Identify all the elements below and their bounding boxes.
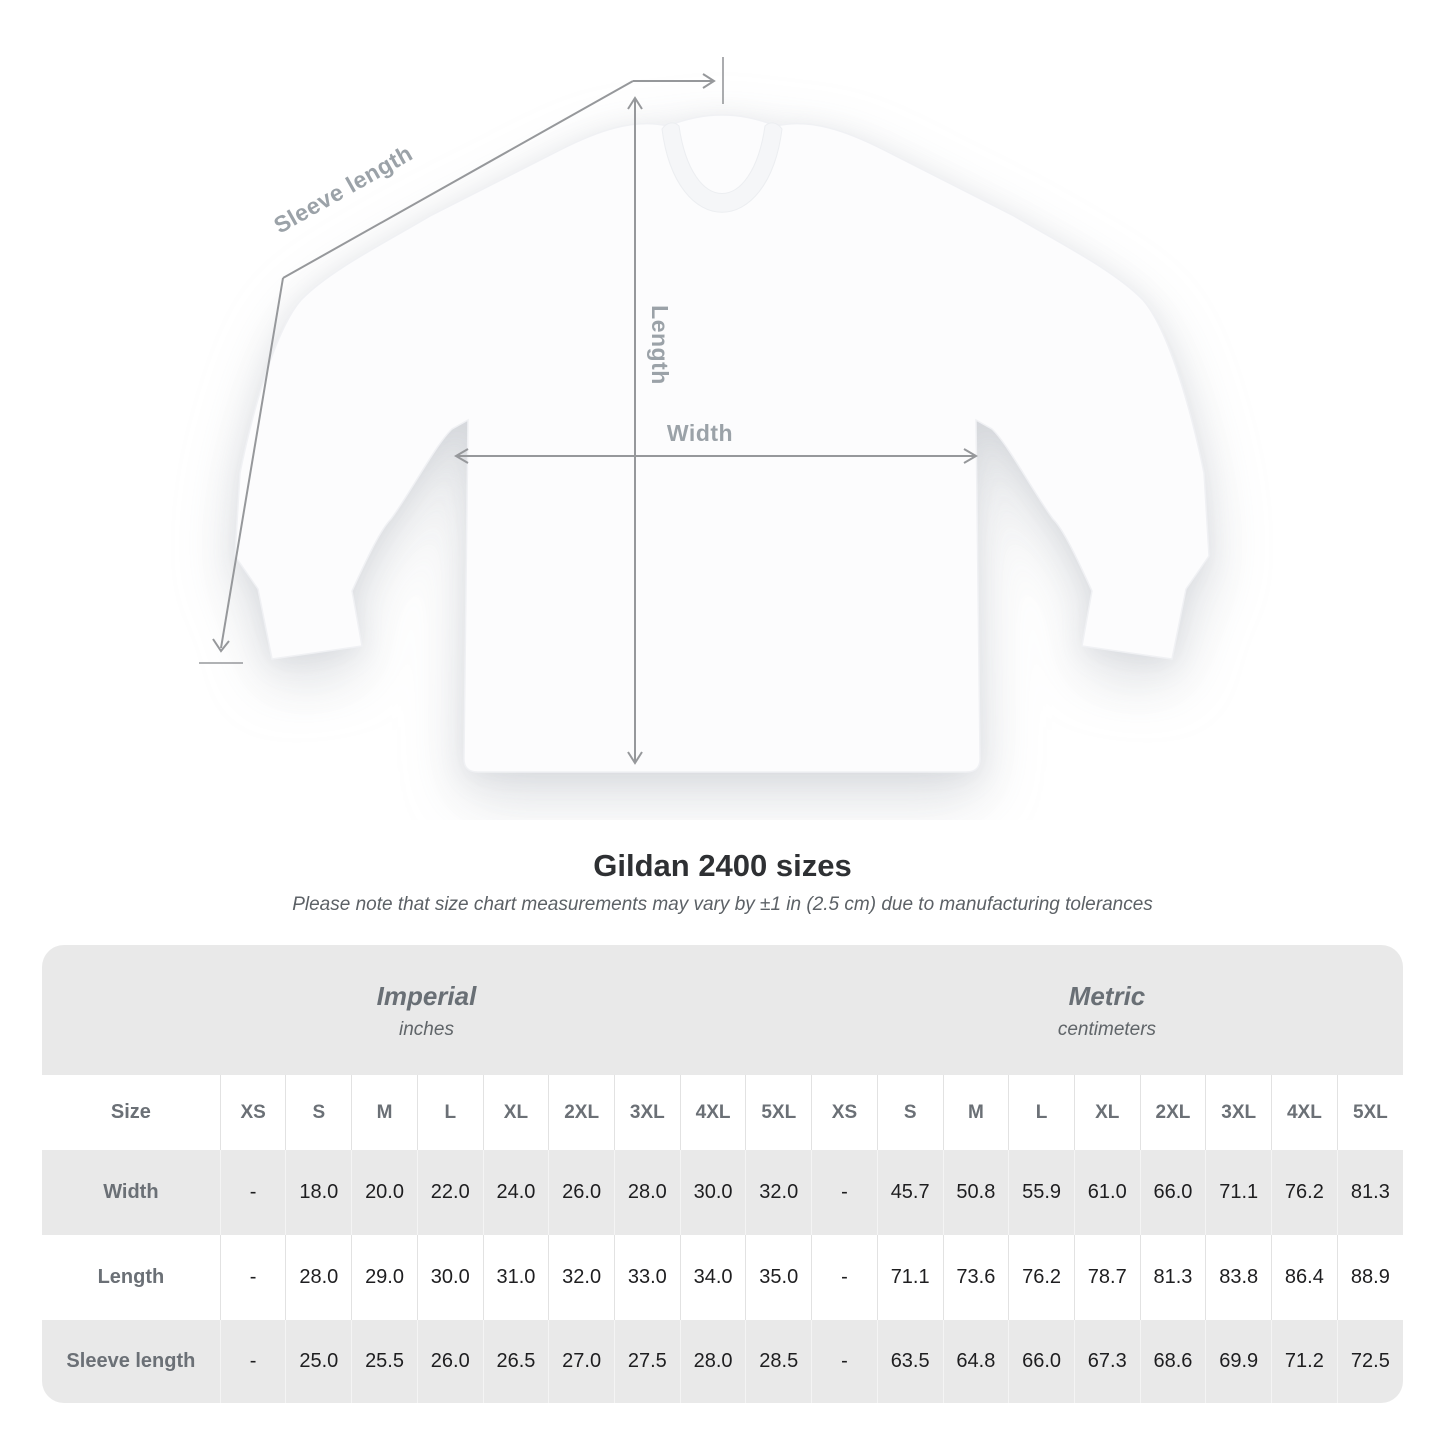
size-col-header: 3XL (615, 1075, 681, 1150)
sleeve-imperial-value: 26.5 (483, 1320, 549, 1403)
sleeve-metric-value: 63.5 (877, 1320, 943, 1403)
length-imperial-value: 33.0 (615, 1235, 681, 1320)
length-label: Length (647, 305, 673, 385)
size-header-label: Size (110, 1101, 151, 1123)
sleeve-metric-value: 72.5 (1337, 1320, 1403, 1403)
size-col-header: M (352, 1075, 418, 1150)
width-metric-value: 81.3 (1337, 1150, 1403, 1235)
size-col-header: 2XL (549, 1075, 615, 1150)
size-col-header: XL (1074, 1075, 1140, 1150)
sleeve-imperial-value: 25.0 (286, 1320, 352, 1403)
length-metric-value: 86.4 (1272, 1235, 1338, 1320)
width-imperial-value: 28.0 (615, 1150, 681, 1235)
imperial-unit: inches (399, 1019, 454, 1040)
sleeve-imperial-value: 27.0 (549, 1320, 615, 1403)
width-imperial-value: 18.0 (286, 1150, 352, 1235)
size-col-header: XS (812, 1075, 878, 1150)
sleeve-metric-value: 66.0 (1009, 1320, 1075, 1403)
size-col-header: XS (220, 1075, 286, 1150)
size-col-header: S (877, 1075, 943, 1150)
sleeve-metric-value: 71.2 (1272, 1320, 1338, 1403)
imperial-title: Imperial (376, 981, 477, 1011)
length-row (42, 1235, 1403, 1320)
size-col-header: 5XL (1337, 1075, 1403, 1150)
size-table (42, 1075, 1403, 1403)
length-imperial-value: 28.0 (286, 1235, 352, 1320)
size-col-header: 4XL (680, 1075, 746, 1150)
width-label: Width (666, 420, 734, 446)
length-metric-value: 78.7 (1074, 1235, 1140, 1320)
metric-title: Metric (1068, 981, 1146, 1011)
length-metric-value: 83.8 (1206, 1235, 1272, 1320)
sleeve-metric-value: 69.9 (1206, 1320, 1272, 1403)
length-imperial-value: 32.0 (549, 1235, 615, 1320)
width-imperial-value: 26.0 (549, 1150, 615, 1235)
size-col-header: 5XL (746, 1075, 812, 1150)
metric-unit: centimeters (1057, 1019, 1157, 1040)
width-metric-value: - (812, 1150, 878, 1235)
width-metric-value: 71.1 (1206, 1150, 1272, 1235)
size-col-header: L (1009, 1075, 1075, 1150)
sleeve-imperial-value: 25.5 (352, 1320, 418, 1403)
sleeve-imperial-value: 28.5 (746, 1320, 812, 1403)
size-col-header: 2XL (1140, 1075, 1206, 1150)
length-metric-value: 88.9 (1337, 1235, 1403, 1320)
width-imperial-value: 30.0 (680, 1150, 746, 1235)
sleeve-metric-value: - (812, 1320, 878, 1403)
length-imperial-value: - (220, 1235, 286, 1320)
length-metric-value: 76.2 (1009, 1235, 1075, 1320)
length-metric-value: - (812, 1235, 878, 1320)
length-imperial-value: 31.0 (483, 1235, 549, 1320)
size-table-card (42, 945, 1403, 1403)
width-imperial-value: 22.0 (417, 1150, 483, 1235)
width-metric-value: 50.8 (943, 1150, 1009, 1235)
sleeve-metric-value: 64.8 (943, 1320, 1009, 1403)
unit-band (42, 945, 1403, 1075)
width-imperial-value: - (220, 1150, 286, 1235)
length-metric-value: 73.6 (943, 1235, 1009, 1320)
length-imperial-value: 35.0 (746, 1235, 812, 1320)
row-label: Sleeve length (42, 1320, 220, 1403)
size-col-header: XL (483, 1075, 549, 1150)
width-metric-value: 45.7 (877, 1150, 943, 1235)
sleeve-imperial-value: - (220, 1320, 286, 1403)
width-metric-value: 55.9 (1009, 1150, 1075, 1235)
width-metric-value: 66.0 (1140, 1150, 1206, 1235)
sleeve-metric-value: 67.3 (1074, 1320, 1140, 1403)
width-imperial-value: 20.0 (352, 1150, 418, 1235)
width-metric-value: 61.0 (1074, 1150, 1140, 1235)
size-col-header: 4XL (1272, 1075, 1338, 1150)
metric-section-header (811, 945, 1403, 1075)
tolerance-note: Please note that size chart measurements may vary by ±1 in (2.5 cm) due to manufacturing tolerances (292, 894, 1153, 915)
size-col-header: L (417, 1075, 483, 1150)
width-row (42, 1150, 1403, 1235)
width-imperial-value: 24.0 (483, 1150, 549, 1235)
size-col-header: S (286, 1075, 352, 1150)
length-metric-value: 81.3 (1140, 1235, 1206, 1320)
sleeve-metric-value: 68.6 (1140, 1320, 1206, 1403)
length-imperial-value: 29.0 (352, 1235, 418, 1320)
length-imperial-value: 30.0 (417, 1235, 483, 1320)
sleeve-length-row (42, 1320, 1403, 1403)
row-label: Length (97, 1266, 165, 1288)
length-metric-value: 71.1 (877, 1235, 943, 1320)
sleeve-imperial-value: 26.0 (417, 1320, 483, 1403)
sleeve-imperial-value: 27.5 (615, 1320, 681, 1403)
heading-block (0, 848, 1445, 916)
imperial-section-header (42, 945, 811, 1075)
width-metric-value: 76.2 (1272, 1150, 1338, 1235)
row-label: Width (42, 1150, 220, 1235)
size-col-header: M (943, 1075, 1009, 1150)
width-imperial-value: 32.0 (746, 1150, 812, 1235)
sleeve-length-label: Sleeve length (269, 139, 417, 239)
sleeve-imperial-value: 28.0 (680, 1320, 746, 1403)
size-col-header: 3XL (1206, 1075, 1272, 1150)
length-imperial-value: 34.0 (680, 1235, 746, 1320)
size-header-row (42, 1075, 1403, 1150)
page-title: Gildan 2400 sizes (593, 848, 852, 883)
